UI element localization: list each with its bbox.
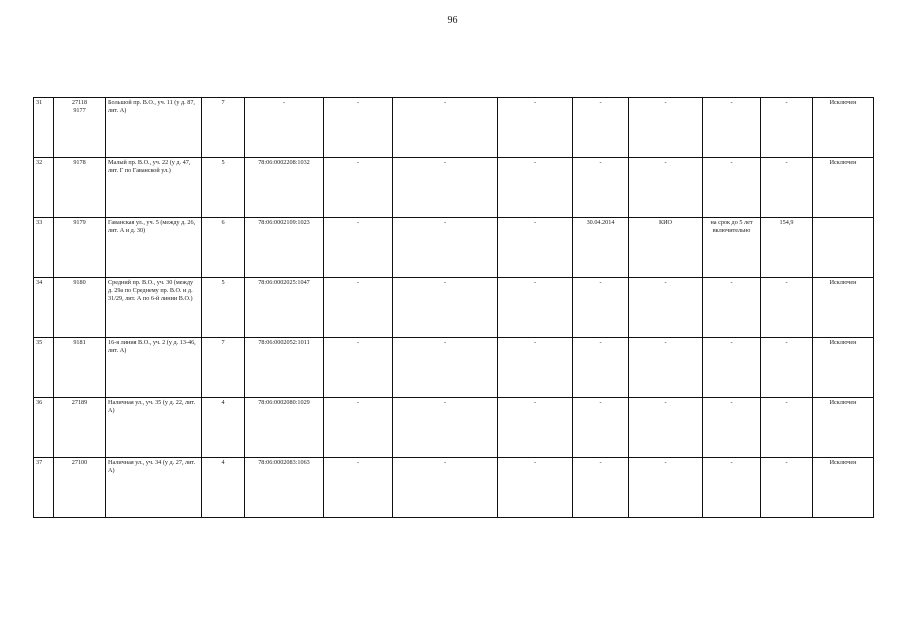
column-7-cell: - bbox=[393, 158, 498, 218]
term-cell: - bbox=[703, 398, 761, 458]
table-row bbox=[34, 278, 874, 338]
object-id-cell: 9179 bbox=[54, 218, 106, 278]
cadastral-number-cell: 78:06:0002208:1032 bbox=[245, 158, 324, 218]
organization-cell: КИО bbox=[629, 218, 703, 278]
term-cell: - bbox=[703, 158, 761, 218]
term-cell: - bbox=[703, 458, 761, 518]
quantity-cell: 4 bbox=[202, 458, 245, 518]
object-id-cell: 9178 bbox=[54, 158, 106, 218]
area-cell: - bbox=[761, 98, 813, 158]
area-cell: 154,9 bbox=[761, 218, 813, 278]
column-6-cell: - bbox=[324, 98, 393, 158]
column-8-cell: - bbox=[498, 338, 573, 398]
date-cell: - bbox=[573, 98, 629, 158]
organization-cell: - bbox=[629, 398, 703, 458]
row-number-cell: 32 bbox=[34, 158, 54, 218]
address-cell: Малый пр. В.О., уч. 22 (у д. 47, лит. Г по Гаванской ул.) bbox=[106, 158, 202, 218]
column-8-cell: - bbox=[498, 458, 573, 518]
date-cell: - bbox=[573, 458, 629, 518]
object-id-cell: 27189 bbox=[54, 398, 106, 458]
column-6-cell: - bbox=[324, 158, 393, 218]
cadastral-number-cell: 78:06:0002083:1063 bbox=[245, 458, 324, 518]
column-8-cell: - bbox=[498, 98, 573, 158]
organization-cell: - bbox=[629, 278, 703, 338]
table-row bbox=[34, 338, 874, 398]
quantity-cell: 6 bbox=[202, 218, 245, 278]
object-id-cell: 27100 bbox=[54, 458, 106, 518]
table-row bbox=[34, 218, 874, 278]
note-cell bbox=[813, 218, 874, 278]
note-cell: Исключен bbox=[813, 398, 874, 458]
organization-cell: - bbox=[629, 158, 703, 218]
column-7-cell: - bbox=[393, 278, 498, 338]
term-cell: - bbox=[703, 338, 761, 398]
row-number-cell: 31 bbox=[34, 98, 54, 158]
column-7-cell: - bbox=[393, 398, 498, 458]
cadastral-number-cell: - bbox=[245, 98, 324, 158]
quantity-cell: 5 bbox=[202, 158, 245, 218]
object-id-cell: 9181 bbox=[54, 338, 106, 398]
column-7-cell: - bbox=[393, 218, 498, 278]
area-cell: - bbox=[761, 458, 813, 518]
row-number-cell: 36 bbox=[34, 398, 54, 458]
note-cell: Исключен bbox=[813, 278, 874, 338]
object-id-cell: 9180 bbox=[54, 278, 106, 338]
column-6-cell: - bbox=[324, 218, 393, 278]
date-cell: 30.04.2014 bbox=[573, 218, 629, 278]
organization-cell: - bbox=[629, 338, 703, 398]
row-number-cell: 37 bbox=[34, 458, 54, 518]
quantity-cell: 7 bbox=[202, 338, 245, 398]
row-number-cell: 35 bbox=[34, 338, 54, 398]
quantity-cell: 5 bbox=[202, 278, 245, 338]
cadastral-number-cell: 78:06:0002025:1047 bbox=[245, 278, 324, 338]
column-8-cell: - bbox=[498, 278, 573, 338]
term-cell: на срок до 5 лет включительно bbox=[703, 218, 761, 278]
column-6-cell: - bbox=[324, 338, 393, 398]
table-row bbox=[34, 98, 874, 158]
column-7-cell: - bbox=[393, 98, 498, 158]
column-6-cell: - bbox=[324, 278, 393, 338]
address-cell: Наличная ул., уч. 34 (у д. 27, лит. А) bbox=[106, 458, 202, 518]
column-8-cell: - bbox=[498, 158, 573, 218]
column-6-cell: - bbox=[324, 458, 393, 518]
row-number-cell: 34 bbox=[34, 278, 54, 338]
area-cell: - bbox=[761, 278, 813, 338]
organization-cell: - bbox=[629, 98, 703, 158]
area-cell: - bbox=[761, 158, 813, 218]
row-number-cell: 33 bbox=[34, 218, 54, 278]
date-cell: - bbox=[573, 158, 629, 218]
column-8-cell: - bbox=[498, 398, 573, 458]
cadastral-number-cell: 78:06:0002080:1029 bbox=[245, 398, 324, 458]
table-row bbox=[34, 158, 874, 218]
column-7-cell: - bbox=[393, 458, 498, 518]
register-table bbox=[33, 97, 874, 518]
term-cell: - bbox=[703, 278, 761, 338]
term-cell: - bbox=[703, 98, 761, 158]
object-id-cell: 27118 9177 bbox=[54, 98, 106, 158]
cadastral-number-cell: 78:06:0002109:1023 bbox=[245, 218, 324, 278]
table-row bbox=[34, 458, 874, 518]
address-cell: Наличная ул., уч. 35 (у д. 22, лит. А) bbox=[106, 398, 202, 458]
date-cell: - bbox=[573, 398, 629, 458]
page-number: 96 bbox=[447, 15, 458, 26]
address-cell: Большой пр. В.О., уч. 11 (у д. 87, лит. А) bbox=[106, 98, 202, 158]
address-cell: 16-я линия В.О., уч. 2 (у д. 13-46, лит. А) bbox=[106, 338, 202, 398]
date-cell: - bbox=[573, 278, 629, 338]
column-6-cell: - bbox=[324, 398, 393, 458]
cadastral-number-cell: 78:06:0002052:1011 bbox=[245, 338, 324, 398]
area-cell: - bbox=[761, 338, 813, 398]
column-7-cell: - bbox=[393, 338, 498, 398]
note-cell: Исключен bbox=[813, 158, 874, 218]
date-cell: - bbox=[573, 338, 629, 398]
note-cell: Исключен bbox=[813, 98, 874, 158]
organization-cell: - bbox=[629, 458, 703, 518]
quantity-cell: 7 bbox=[202, 98, 245, 158]
area-cell: - bbox=[761, 398, 813, 458]
address-cell: Средний пр. В.О., уч. 30 (между д. 29а по Среднему пр. В.О. и д. 31/29, лит. А по 6-й линии В.О.) bbox=[106, 278, 202, 338]
address-cell: Гаванская ул., уч. 5 (между д. 26, лит. А и д. 30) bbox=[106, 218, 202, 278]
note-cell: Исключен bbox=[813, 338, 874, 398]
quantity-cell: 4 bbox=[202, 398, 245, 458]
table-row bbox=[34, 398, 874, 458]
column-8-cell: - bbox=[498, 218, 573, 278]
note-cell: Исключен bbox=[813, 458, 874, 518]
